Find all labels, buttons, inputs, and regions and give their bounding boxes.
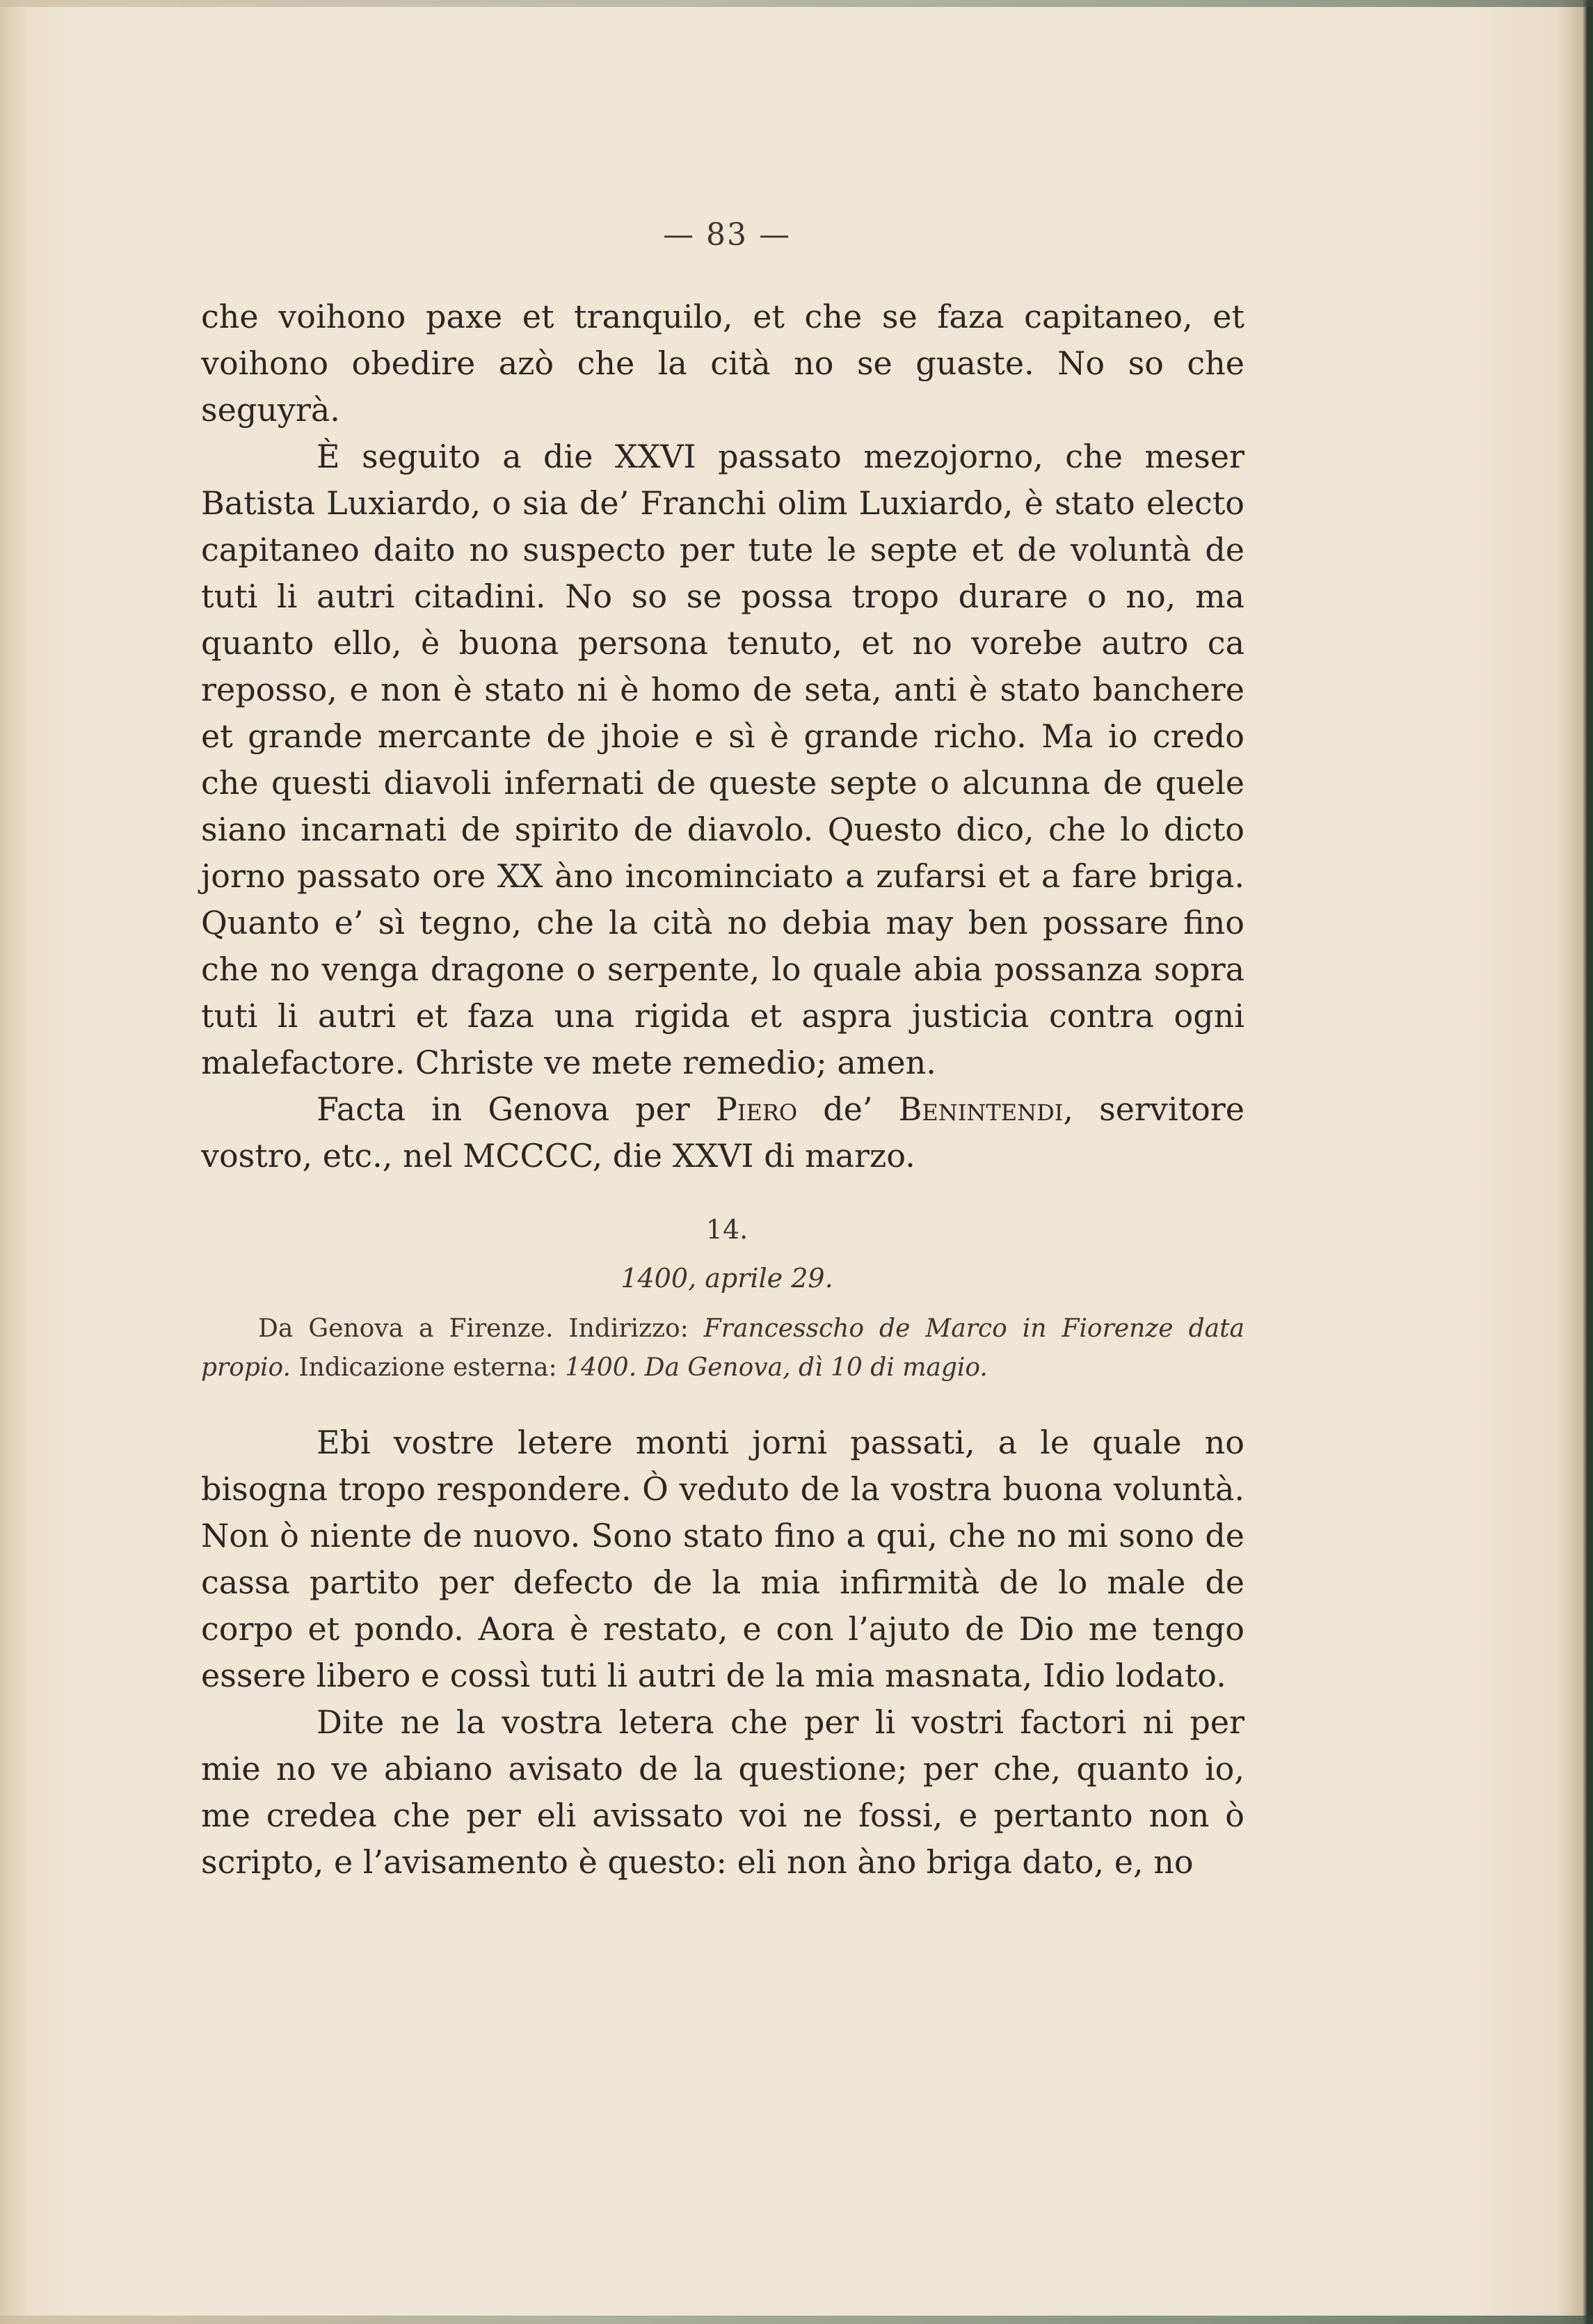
signature-text: , servitore vostro, etc., nel MCCCC, die XXVI di marzo. (201, 1090, 1245, 1175)
page-number: — 83 — (663, 217, 791, 253)
external-note-text: 1400. Da Genova, dì 10 di magio. (565, 1353, 988, 1382)
header-note-paragraph (201, 1310, 1244, 1387)
author-first-name: Piero (715, 1090, 798, 1128)
letter-header-note (201, 1310, 1244, 1387)
paragraph: che voihono paxe et tranquilo, et che se faza capitaneo, et voihono obedire azò che la cità no se guaste. No so che seguyrà. (201, 298, 1244, 429)
paragraph: Dite ne la vostra letera che per li vostri factori ni per mie no ve abiano avisato de la questione; per che, quanto io, me credea che per eli avissato voi ne fossi, e pertanto non ò scripto, e l’avisamento è questo: eli non àno briga dato, e, no (201, 1703, 1244, 1881)
paragraph: Ebi vostre letere monti jorni passati, a le quale no bisogna tropo respondere. Ò veduto de la vostra buona voluntà. Non ò niente de nuovo. Sono stato fino a qui, che no mi sono de cassa partito per defecto de la mia infirmità de lo male de corpo et pondo. Aora è restato, e con l’ajuto de Dio me tengo essere libero e cossì tuti li autri de la mia masnata, Idio lodato. (201, 1424, 1244, 1694)
author-surname: Benintendi (898, 1090, 1064, 1128)
header-note-text: Indicazione esterna: (290, 1353, 566, 1382)
signature-paragraph (201, 1086, 1244, 1179)
letter-date: 1400, aprile 29. (621, 1263, 833, 1294)
letter-14-text (201, 1419, 1244, 1886)
signature-text: de’ (797, 1090, 899, 1128)
letter-number: 14. (705, 1214, 749, 1245)
address-text: Francesscho de Marco in Fiorenze data propio. (201, 1314, 1245, 1382)
paragraph: È seguito a die XXVI passato mezojorno, che meser Batista Luxiardo, o sia de’ Franchi olim Luxiardo, è stato electo capitaneo daito no suspecto per tute le septe et de voluntà de tuti li autri citadini. No so se possa tropo durare o no, ma quanto ello, è buona persona tenuto, et no vorebe autro ca reposso, e non è stato ni è homo de seta, anti è stato banchere et grande mercante de jhoie e sì è grande richo. Ma io credo che questi diavoli infernati de queste septe o alcunna de quele siano incarnati de spirito de diavolo. Questo dico, che lo dicto jorno passato ore XX àno incominciato a zufarsi et a fare briga. Quanto e’ sì tegno, che la cità no debia may ben possare fino che no venga dragone o serpente, lo quale abia possanza sopra tuti li autri et faza una rigida et aspra justicia contra ogni malefactore. Christe ve mete remedio; amen. (201, 438, 1244, 1081)
signature-text: Facta in Genova per (317, 1090, 716, 1128)
header-note-text: Da Genova a Firenze. Indirizzo: (258, 1314, 704, 1343)
letter-13-closing-text (201, 294, 1244, 1179)
